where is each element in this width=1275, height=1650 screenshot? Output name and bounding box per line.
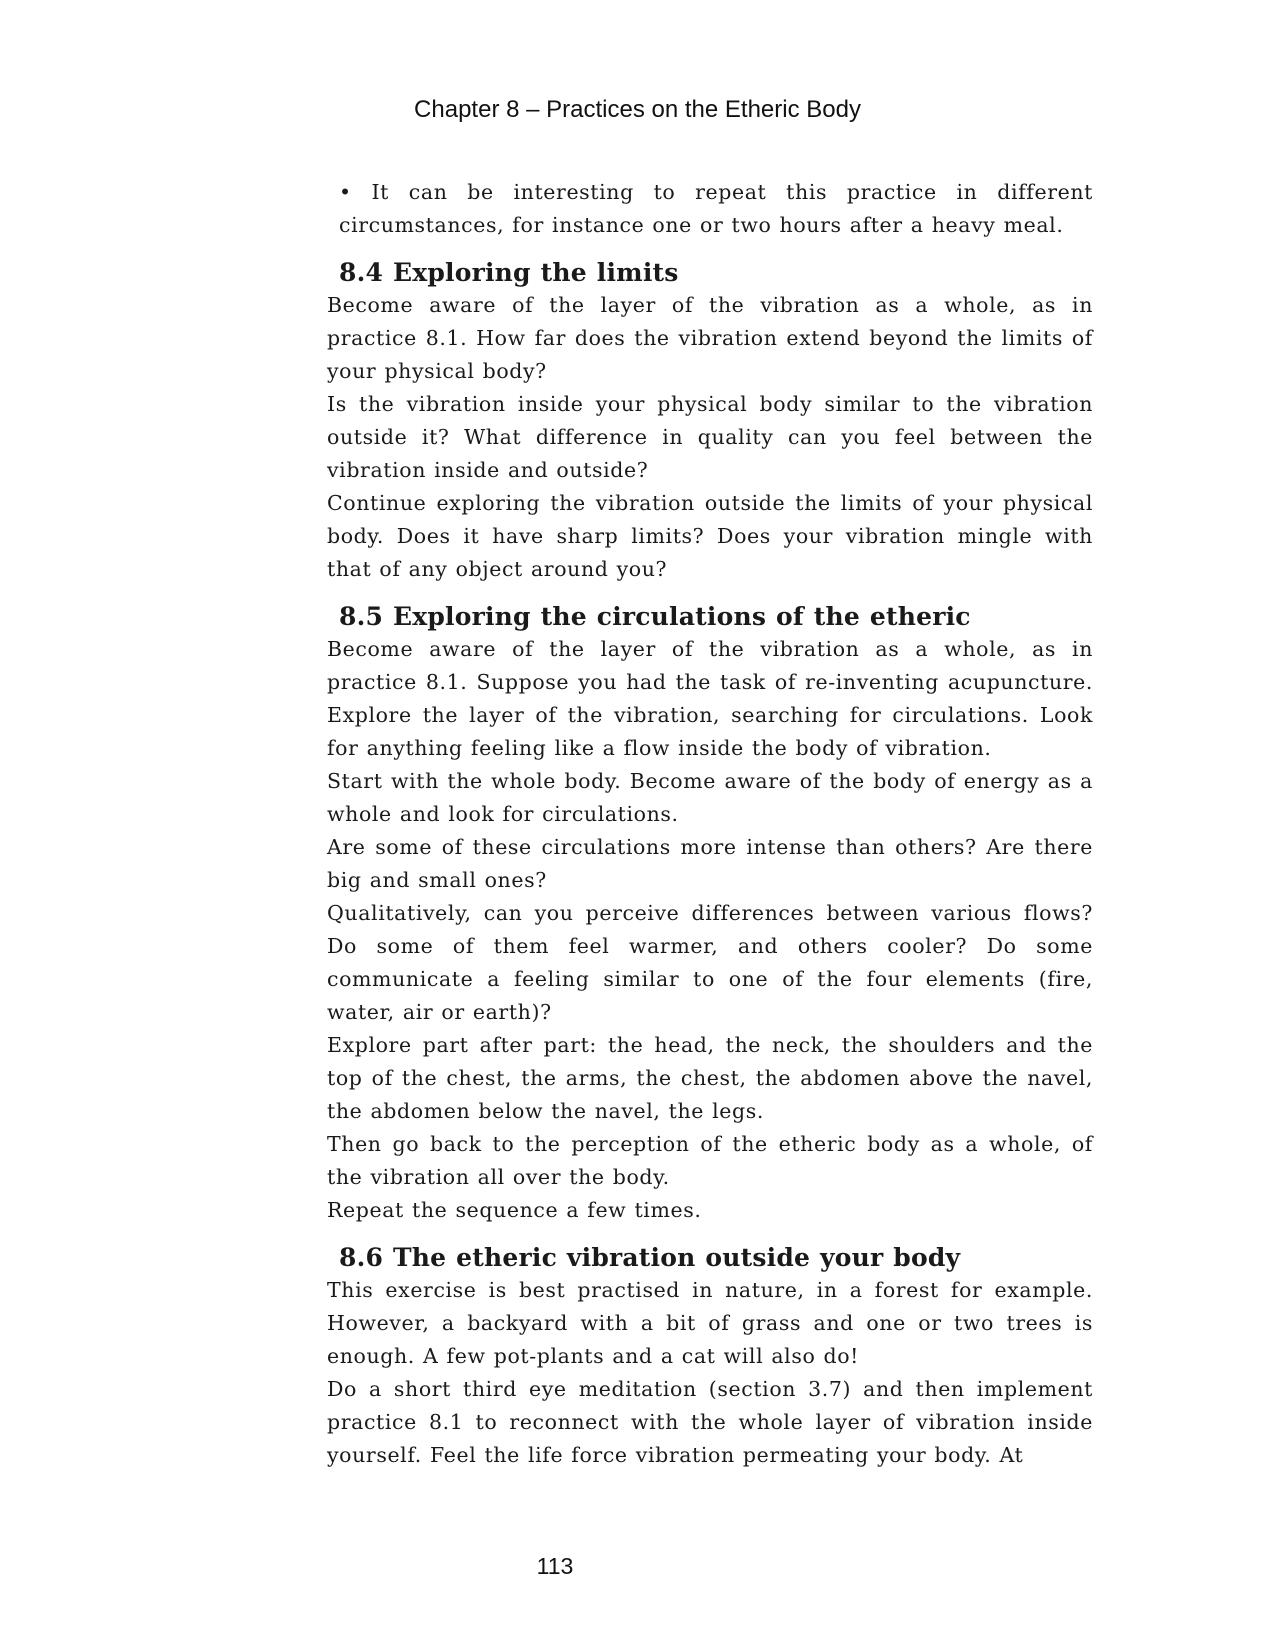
intro-bullet-paragraph: • It can be interesting to repeat this practice in different circumstances, for instance one or two hours after a heavy meal. [339, 180, 1093, 237]
running-header: Chapter 8 – Practices on the Etheric Body [414, 96, 861, 123]
section-heading-8-6: 8.6 The etheric vibration outside your body [339, 1243, 961, 1272]
page-number: 113 [536, 1553, 574, 1579]
paragraph: Is the vibration inside your physical body similar to the vibration outside it? What difference in quality can you feel between the vibration inside and outside? [327, 392, 1093, 482]
paragraph: Become aware of the layer of the vibration as a whole, as in practice 8.1. Suppose you had the task of re-inventing acupuncture. Explore the layer of the vibration, searching for circulations. Look for anything feeling like a flow inside the body of vibration. [327, 637, 1093, 760]
paragraph: Are some of these circulations more intense than others? Are there big and small ones? [327, 835, 1093, 892]
paragraph: Explore part after part: the head, the neck, the shoulders and the top of the chest, the arms, the chest, the abdomen above the navel, the abdomen below the navel, the legs. [327, 1033, 1093, 1123]
page-body [327, 176, 1093, 1472]
paragraph: Continue exploring the vibration outside the limits of your physical body. Does it have sharp limits? Does your vibration mingle with that of any object around you? [327, 491, 1093, 581]
paragraph: Do a short third eye meditation (section 3.7) and then implement practice 8.1 to reconnect with the whole layer of vibration inside yourself. Feel the life force vibration permeating your body. At [327, 1377, 1093, 1467]
paragraph: Repeat the sequence a few times. [327, 1198, 702, 1222]
paragraph: Then go back to the perception of the etheric body as a whole, of the vibration all over the body. [327, 1132, 1093, 1189]
paragraph: Become aware of the layer of the vibration as a whole, as in practice 8.1. How far does the vibration extend beyond the limits of your physical body? [327, 293, 1093, 383]
section-heading-8-5: 8.5 Exploring the circulations of the etheric [339, 602, 971, 631]
paragraph: Qualitatively, can you perceive differences between various flows? Do some of them feel warmer, and others cooler? Do some communicate a feeling similar to one of the four elements (fire, water, air or earth)? [327, 901, 1093, 1024]
section-heading-8-4: 8.4 Exploring the limits [339, 258, 679, 287]
paragraph: This exercise is best practised in nature, in a forest for example. However, a backyard with a bit of grass and one or two trees is enough. A few pot-plants and a cat will also do! [327, 1278, 1093, 1368]
paragraph: Start with the whole body. Become aware of the body of energy as a whole and look for circulations. [327, 769, 1093, 826]
